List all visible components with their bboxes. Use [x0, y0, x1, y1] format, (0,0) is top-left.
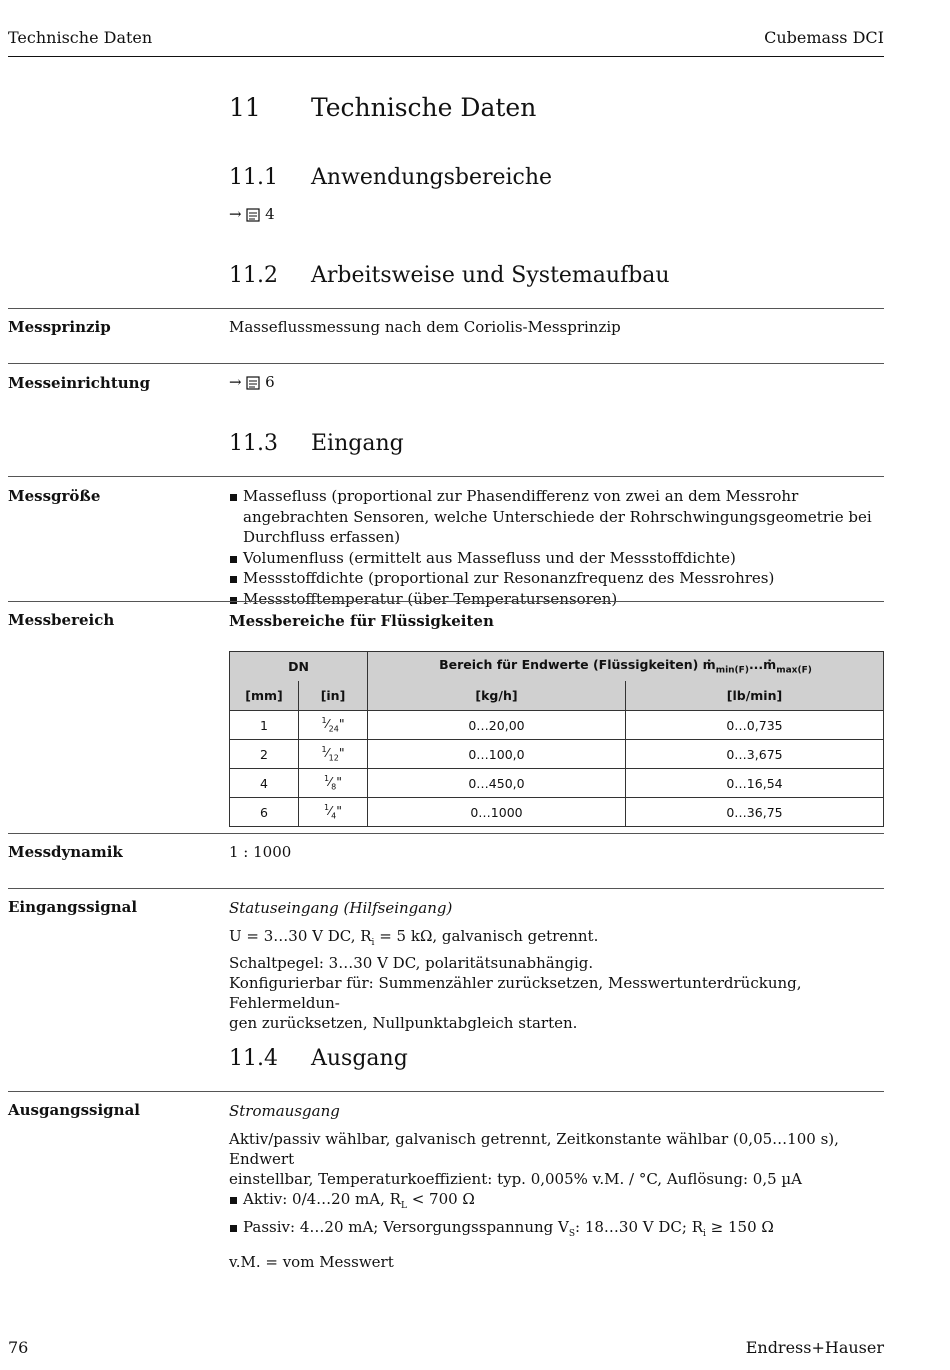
messbereich-title: Messbereiche für Flüssigkeiten: [229, 612, 494, 630]
cell-lbmin: 0…0,735: [625, 711, 883, 740]
section-title: Eingang: [311, 431, 404, 456]
table-row: [230, 711, 884, 740]
eingangssignal-subtitle: Statuseingang (Hilfseingang): [229, 899, 453, 917]
row-rule: [8, 363, 884, 364]
section-title: Anwendungsbereiche: [311, 165, 553, 190]
ausgangssignal-text: [229, 1129, 884, 1272]
subscript: i: [371, 938, 375, 948]
chapter-title: [229, 93, 536, 122]
row-rule: [8, 476, 884, 477]
messdynamik-value: 1 : 1000: [229, 843, 292, 861]
page-reference-number: 4: [265, 205, 275, 223]
header-lbmin: [lb/min]: [625, 681, 883, 711]
fraction-numerator: 1: [321, 716, 327, 726]
cell-in: $^1⁄_4$": [299, 798, 368, 827]
header-rule: [8, 56, 884, 57]
text-part: U = 3…30 V DC, R: [229, 927, 372, 945]
page-reference-link[interactable]: [229, 205, 275, 223]
text-part: = 5 kΩ, galvanisch getrennt.: [374, 927, 599, 945]
row-rule: [8, 833, 884, 834]
text-part: Aktiv: 0/4…20 mA, R: [243, 1190, 401, 1208]
messeinrichtung-label: Messeinrichtung: [8, 374, 151, 392]
cell-kgh: 0…450,0: [368, 769, 626, 798]
table-unit-row: [230, 681, 884, 711]
table-header-row: [230, 652, 884, 682]
section-11-3-heading: [229, 431, 404, 456]
messbereich-label: Messbereich: [8, 611, 115, 629]
chapter-number: 11: [229, 93, 261, 122]
text-part: ≥ 150 Ω: [705, 1217, 774, 1236]
ausgang-list: [229, 1189, 884, 1244]
messprinzip-value: Masseflussmessung nach dem Coriolis-Messprinzip: [229, 318, 621, 336]
row-rule: [8, 601, 884, 602]
text-line: Aktiv/passiv wählbar, galvanisch getrennt, Zeitkonstante wählbar (0,05…100 s), Endwert: [229, 1130, 839, 1168]
fraction-denominator: 24: [328, 724, 339, 734]
header-range-max-sub: max(F): [776, 665, 812, 676]
subscript: L: [400, 1201, 407, 1211]
text-line: einstellbar, Temperaturkoeffizient: typ. 0,005% v.M. / °C, Auflösung: 0,5 µA: [229, 1170, 803, 1188]
section-11-4-heading: [229, 1046, 408, 1071]
ausgangssignal-subtitle: Stromausgang: [229, 1102, 340, 1120]
arrow-right-icon: →: [229, 373, 242, 391]
section-number: 11.2: [229, 263, 278, 288]
table-row: [230, 740, 884, 769]
cell-kgh: 0…1000: [368, 798, 626, 827]
section-11-2-heading: [229, 263, 670, 288]
row-rule: [8, 888, 884, 889]
measurement-range-table: [229, 651, 884, 827]
messgroesse-label: Messgröße: [8, 487, 101, 505]
section-title: Arbeitsweise und Systemaufbau: [311, 263, 670, 288]
eingangssignal-label: Eingangssignal: [8, 898, 138, 916]
cell-lbmin: 0…3,675: [625, 740, 883, 769]
cell-in: $^1⁄_{24}$": [299, 711, 368, 740]
text-line: [229, 926, 884, 953]
page-reference-link[interactable]: [229, 373, 275, 391]
section-11-1-heading: [229, 165, 552, 190]
fraction-numerator: 1: [321, 745, 327, 755]
cell-kgh: 0…100,0: [368, 740, 626, 769]
header-range-min-sub: min(F): [715, 665, 749, 676]
cell-in: $^1⁄_8$": [299, 769, 368, 798]
list-item: Massefluss (proportional zur Phasendifferenz von zwei an dem Messrohr angebrachten Sensoren, welche Unterschiede der Rohrschwingungsgeometrie bei Durchfluss erfassen): [229, 486, 884, 548]
cell-lbmin: 0…16,54: [625, 769, 883, 798]
note-text: v.M. = vom Messwert: [229, 1253, 394, 1271]
header-kgh: [kg/h]: [368, 681, 626, 711]
fraction-denominator: 12: [328, 753, 339, 763]
text-part: Passiv: 4…20 mA; Versorgungsspannung V: [243, 1217, 569, 1236]
fraction-denominator: 8: [331, 782, 337, 792]
messprinzip-label: Messprinzip: [8, 318, 111, 336]
cell-in: $^1⁄_{12}$": [299, 740, 368, 769]
cell-mm: 1: [230, 711, 299, 740]
header-in: [in]: [299, 681, 368, 711]
messdynamik-label: Messdynamik: [8, 843, 123, 861]
page-number: 76: [8, 1338, 29, 1357]
messgroesse-list-container: [229, 486, 884, 609]
list-item: Messstoffdichte (proportional zur Resonanzfrequenz des Messrohres): [229, 568, 884, 589]
section-title: Ausgang: [311, 1046, 408, 1071]
text-part: < 700 Ω: [406, 1190, 475, 1208]
list-item: Volumenfluss (ermittelt aus Massefluss und der Messstoffdichte): [229, 548, 884, 569]
messgroesse-list: [229, 486, 884, 609]
table-row: [230, 798, 884, 827]
cell-mm: 6: [230, 798, 299, 827]
cell-mm: 2: [230, 740, 299, 769]
chapter-title-text: Technische Daten: [311, 93, 537, 122]
cell-kgh: 0…20,00: [368, 711, 626, 740]
subscript: S: [568, 1228, 576, 1239]
section-number: 11.3: [229, 431, 278, 456]
cell-lbmin: 0…36,75: [625, 798, 883, 827]
table-row: [230, 769, 884, 798]
section-number: 11.4: [229, 1046, 278, 1071]
list-item: [229, 1189, 884, 1217]
section-number: 11.1: [229, 165, 278, 190]
row-rule: [8, 1091, 884, 1092]
running-header-right: Cubemass DCI: [764, 28, 884, 47]
text-line: Schaltpegel: 3…30 V DC, polaritätsunabhängig.: [229, 954, 594, 972]
footer-brand: Endress+Hauser: [745, 1338, 884, 1357]
row-rule: [8, 308, 884, 309]
text-line: Konfigurierbar für: Summenzähler zurücksetzen, Messwertunterdrückung, Fehlermeldun-: [229, 974, 802, 1012]
fraction-denominator: 4: [331, 811, 337, 821]
page-reference-number: 6: [265, 373, 275, 391]
document-page-icon: [246, 376, 260, 390]
cell-mm: 4: [230, 769, 299, 798]
document-page-icon: [246, 208, 260, 222]
header-range-dots: ...ṁ: [748, 657, 777, 673]
header-mm: [mm]: [230, 681, 299, 711]
ausgangssignal-label: Ausgangssignal: [8, 1101, 140, 1119]
list-item: Messstofftemperatur (über Temperatursensoren): [229, 589, 884, 610]
running-header-left: Technische Daten: [8, 28, 153, 47]
header-range: [368, 652, 884, 682]
header-range-text: Bereich für Endwerte (Flüssigkeiten) ṁ: [439, 657, 716, 673]
fraction-numerator: 1: [323, 803, 330, 813]
eingangssignal-text: [229, 926, 884, 1033]
fraction-numerator: 1: [323, 774, 330, 784]
arrow-right-icon: →: [229, 205, 242, 223]
subscript: i: [703, 1228, 706, 1239]
text-line: gen zurücksetzen, Nullpunktabgleich starten.: [229, 1014, 578, 1032]
list-item: [229, 1217, 884, 1245]
header-dn: DN: [230, 652, 368, 682]
text-part: : 18…30 V DC; R: [575, 1217, 703, 1236]
